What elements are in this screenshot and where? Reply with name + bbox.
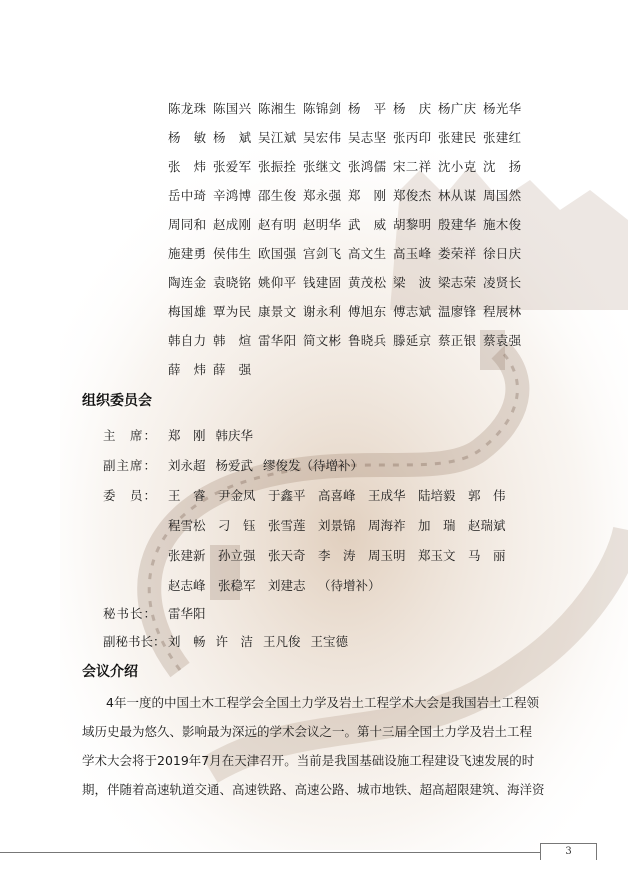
committee-member-name: 高文生 xyxy=(348,245,387,261)
committee-member-name: 黄茂松 xyxy=(348,274,387,290)
deputy-secretary-name: 刘 畅 xyxy=(168,634,206,649)
committee-member-name: 张鸿儒 xyxy=(348,158,387,174)
committee-member-name: 温廖锋 xyxy=(438,303,477,319)
committee-member-name: 韩自力 xyxy=(168,332,207,348)
committee-member-name: 杨广庆 xyxy=(438,100,477,116)
names-row xyxy=(168,151,538,180)
deputy-secretary-names xyxy=(168,632,358,650)
committee-member-name: 武 威 xyxy=(348,216,387,232)
member-name: 尹金凤 xyxy=(218,488,256,503)
footer-rule xyxy=(0,852,540,853)
member-name: 孙立强 xyxy=(218,548,256,563)
committee-member-name: 蔡正银 xyxy=(438,332,477,348)
committee-member-name: 薛 强 xyxy=(213,361,252,377)
committee-member-name: 韩 煊 xyxy=(213,332,252,348)
committee-member-name: 蔡袁强 xyxy=(483,332,522,348)
committee-member-name: 林从谋 xyxy=(438,187,477,203)
names-row xyxy=(168,93,538,122)
intro-line: 域历史最为悠久、影响最为深远的学术会议之一。第十三届全国土力学及岩土工程 xyxy=(82,724,533,739)
committee-member-name: 岳中琦 xyxy=(168,187,207,203)
intro-line: 4年一度的中国土木工程学会全国土力学及岩土工程学术大会是我国岩土工程领 xyxy=(106,695,539,710)
names-row xyxy=(168,122,538,151)
member-name: 高喜峰 xyxy=(318,488,356,503)
committee-member-name: 施木俊 xyxy=(483,216,522,232)
committee-member-name: 侯伟生 xyxy=(213,245,252,261)
committee-member-name: 张建民 xyxy=(438,129,477,145)
committee-member-name: 杨 敏 xyxy=(168,129,207,145)
committee-member-name: 傅志斌 xyxy=(393,303,432,319)
deputy-secretary-label: 副秘书长： xyxy=(103,634,166,649)
committee-member-name: 周同和 xyxy=(168,216,207,232)
deputy-secretary-name: 许 洁 xyxy=(215,634,254,649)
chair-label: 主 席： xyxy=(103,428,158,443)
committee-member-name: 郑永强 xyxy=(303,187,342,203)
committee-member-name: 杨 庆 xyxy=(393,100,432,116)
secretary-names xyxy=(168,604,216,622)
member-name: 刘建志 xyxy=(268,578,306,593)
names-row xyxy=(168,354,538,383)
chair-name: 韩庆华 xyxy=(215,428,254,443)
committee-member-name: 鲁晓兵 xyxy=(348,332,387,348)
member-name: 张天奇 xyxy=(268,548,306,563)
committee-member-name: 欧国强 xyxy=(258,245,297,261)
names-row xyxy=(168,325,538,354)
secretary-name: 雷华阳 xyxy=(168,606,206,621)
committee-member-name: 简文彬 xyxy=(303,332,342,348)
deputy-secretary-name: 王凡俊 xyxy=(263,634,301,649)
committee-member-name: 邵生俊 xyxy=(258,187,297,203)
committee-member-name: 赵明华 xyxy=(303,216,342,232)
members-row xyxy=(168,486,518,504)
member-name: 张建新 xyxy=(168,548,206,563)
member-name: 赵志峰 xyxy=(168,578,206,593)
committee-member-name: 梅国雄 xyxy=(168,303,207,319)
names-row xyxy=(168,296,538,325)
committee-member-name: 陈锦剑 xyxy=(303,100,342,116)
committee-member-name: 薛 炜 xyxy=(168,361,207,377)
committee-member-name: 姚仰平 xyxy=(258,274,297,290)
member-name: 赵瑞斌 xyxy=(468,518,506,533)
members-row xyxy=(168,516,518,534)
committee-member-name: 殷建华 xyxy=(438,216,477,232)
committee-member-name: 陈国兴 xyxy=(213,100,252,116)
committee-member-name: 陶连金 xyxy=(168,274,207,290)
committee-member-name: 覃为民 xyxy=(213,303,252,319)
committee-member-name: 赵有明 xyxy=(258,216,297,232)
members-row xyxy=(168,576,408,594)
committee-member-name: 张 炜 xyxy=(168,158,207,174)
member-name: 陆培毅 xyxy=(418,488,456,503)
member-name: 王 睿 xyxy=(168,488,206,503)
member-name: 李 涛 xyxy=(318,548,356,563)
committee-member-name: 张丙印 xyxy=(393,129,432,145)
intro-paragraph xyxy=(82,688,552,804)
member-name: 郑玉文 xyxy=(418,548,456,563)
committee-member-name: 张继文 xyxy=(303,158,342,174)
member-name: 于鑫平 xyxy=(268,488,306,503)
committee-member-name: 杨 斌 xyxy=(213,129,252,145)
committee-member-name: 宋二祥 xyxy=(393,158,432,174)
secretary-label: 秘书长： xyxy=(103,606,158,621)
committee-member-name: 吴江斌 xyxy=(258,129,297,145)
committee-member-name: 陈龙珠 xyxy=(168,100,207,116)
org-committee-title: 组织委员会 xyxy=(82,393,152,409)
committee-member-name: 程展林 xyxy=(483,303,522,319)
intro-line: 学术大会将于2019年7月在天津召开。当前是我国基础设施工程建设飞速发展的时 xyxy=(82,753,535,768)
member-name: 周海祚 xyxy=(368,518,406,533)
intro-line: 期，伴随着高速轨道交通、高速铁路、高速公路、城市地铁、超高超限建筑、海洋资 xyxy=(82,782,545,797)
chair-name: 郑 刚 xyxy=(168,428,206,443)
page-number: 3 xyxy=(540,843,597,860)
committee-member-name: 娄荣祥 xyxy=(438,245,477,261)
vice-chair-name: 缪俊发（待增补） xyxy=(263,458,364,473)
committee-member-name: 钱建固 xyxy=(303,274,342,290)
committee-member-name: 沈小克 xyxy=(438,158,477,174)
vice-chair-name: 杨爱武 xyxy=(215,458,254,473)
member-name: 周玉明 xyxy=(368,548,406,563)
committee-member-name: 胡黎明 xyxy=(393,216,432,232)
committee-member-name: 陈湘生 xyxy=(258,100,297,116)
committee-member-name: 赵成刚 xyxy=(213,216,252,232)
committee-member-name: 张振拴 xyxy=(258,158,297,174)
member-name: 加 瑞 xyxy=(418,518,456,533)
intro-title: 会议介绍 xyxy=(82,664,138,680)
committee-member-name: 周国然 xyxy=(483,187,522,203)
member-pending-note: （待增补） xyxy=(318,578,381,593)
committee-member-name: 徐日庆 xyxy=(483,245,522,261)
committee-member-name: 沈 扬 xyxy=(483,158,522,174)
committee-member-name: 雷华阳 xyxy=(258,332,297,348)
committee-member-name: 辛鸿博 xyxy=(213,187,252,203)
vice-chair-names xyxy=(168,456,373,474)
committee-member-name: 梁 波 xyxy=(393,274,432,290)
committee-member-name: 傅旭东 xyxy=(348,303,387,319)
names-row xyxy=(168,267,538,296)
committee-names-grid xyxy=(168,93,538,383)
committee-member-name: 杨光华 xyxy=(483,100,522,116)
committee-member-name: 杨 平 xyxy=(348,100,387,116)
vice-chair-label: 副主席： xyxy=(103,458,158,473)
committee-member-name: 吴宏伟 xyxy=(303,129,342,145)
committee-member-name: 施建勇 xyxy=(168,245,207,261)
deputy-secretary-name: 王宝德 xyxy=(310,634,349,649)
member-name: 郭 伟 xyxy=(468,488,506,503)
names-row xyxy=(168,209,538,238)
member-name: 刁 钰 xyxy=(218,518,256,533)
committee-member-name: 吴志坚 xyxy=(348,129,387,145)
committee-member-name: 张建红 xyxy=(483,129,522,145)
committee-member-name: 梁志荣 xyxy=(438,274,477,290)
committee-member-name: 康景文 xyxy=(258,303,297,319)
committee-member-name: 郑俊杰 xyxy=(393,187,432,203)
member-name: 张稳军 xyxy=(218,578,256,593)
names-row xyxy=(168,238,538,267)
committee-member-name: 张爱军 xyxy=(213,158,252,174)
member-name: 程雪松 xyxy=(168,518,206,533)
committee-member-name: 袁晓铭 xyxy=(213,274,252,290)
member-name: 张雪莲 xyxy=(268,518,306,533)
member-name: 刘景锦 xyxy=(318,518,356,533)
names-row xyxy=(168,180,538,209)
member-name: 马 丽 xyxy=(468,548,506,563)
committee-member-name: 滕延京 xyxy=(393,332,432,348)
vice-chair-name: 刘永超 xyxy=(168,458,206,473)
chair-names xyxy=(168,426,263,444)
committee-member-name: 高玉峰 xyxy=(393,245,432,261)
committee-member-name: 宫剑飞 xyxy=(303,245,342,261)
committee-member-name: 谢永利 xyxy=(303,303,342,319)
member-name: 王成华 xyxy=(368,488,406,503)
committee-member-name: 凌贤长 xyxy=(483,274,522,290)
members-row xyxy=(168,546,518,564)
members-label: 委 员： xyxy=(103,488,158,503)
committee-member-name: 郑 刚 xyxy=(348,187,387,203)
